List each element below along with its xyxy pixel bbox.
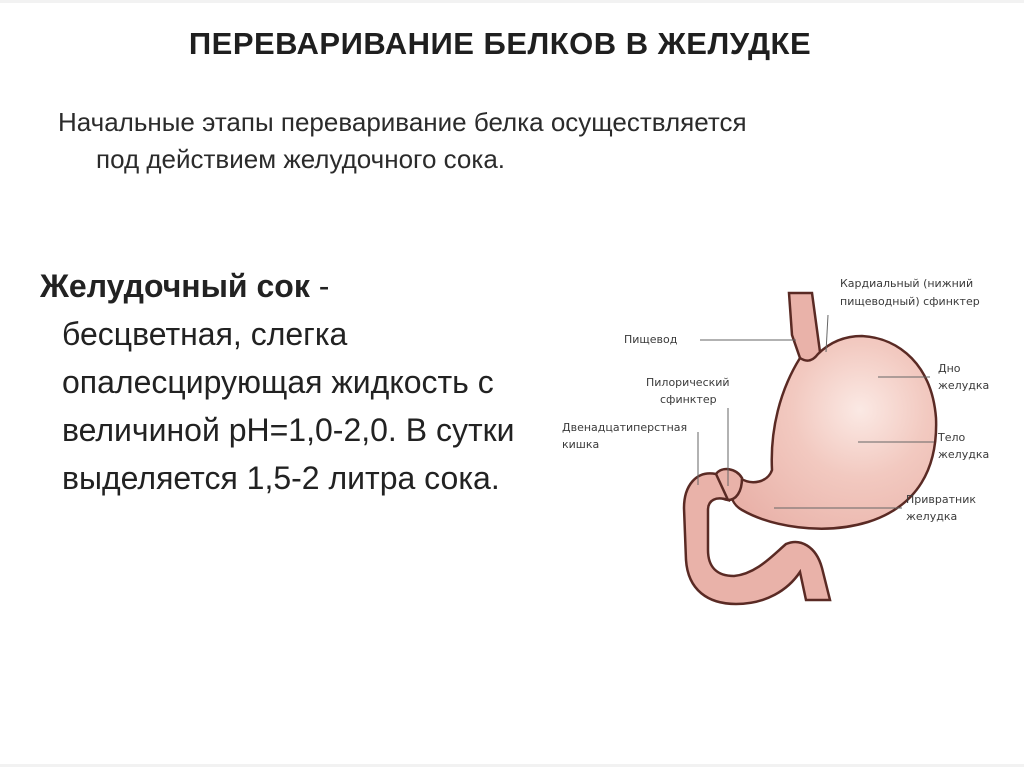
definition-term: Желудочный сок <box>40 268 310 304</box>
definition-text: бесцветная, слегка опалесцирующая жидкость с величиной pH=1,0-2,0. В сутки выделяется 1,5-2 литра сока. <box>62 316 515 496</box>
stomach-body-label-2: желудка <box>938 448 990 461</box>
pylorus-label-2: желудка <box>906 510 958 523</box>
cardiac-sphincter-label-2: пищеводный) сфинктер <box>840 295 980 308</box>
intro-line-2: под действием желудочного сока. <box>96 144 506 174</box>
stomach-diagram <box>540 250 1024 620</box>
slide-title: ПЕРЕВАРИВАНИЕ БЕЛКОВ В ЖЕЛУДКЕ <box>188 26 812 61</box>
pyloric-sphincter-label-2: сфинктер <box>660 393 717 406</box>
pyloric-sphincter-label-1: Пилорический <box>646 376 730 389</box>
slide-top-border <box>0 0 1024 3</box>
definition-dash: - <box>309 268 330 304</box>
intro-paragraph <box>58 104 988 178</box>
fundus-label-1: Дно <box>938 362 961 375</box>
esophagus-label: Пищевод <box>624 333 678 346</box>
stomach-body-label-1: Тело <box>938 431 966 444</box>
cardiac-sphincter-label-1: Кардиальный (нижний <box>840 277 974 290</box>
intro-line-1: Начальные этапы переваривание белка осуществляется <box>58 107 747 137</box>
pylorus-label-1: Привратник <box>906 493 977 506</box>
duodenum-label-2: кишка <box>562 438 600 451</box>
fundus-label-2: желудка <box>938 379 990 392</box>
definition-block <box>40 262 540 502</box>
duodenum-label-1: Двенадцатиперстная <box>562 421 688 434</box>
